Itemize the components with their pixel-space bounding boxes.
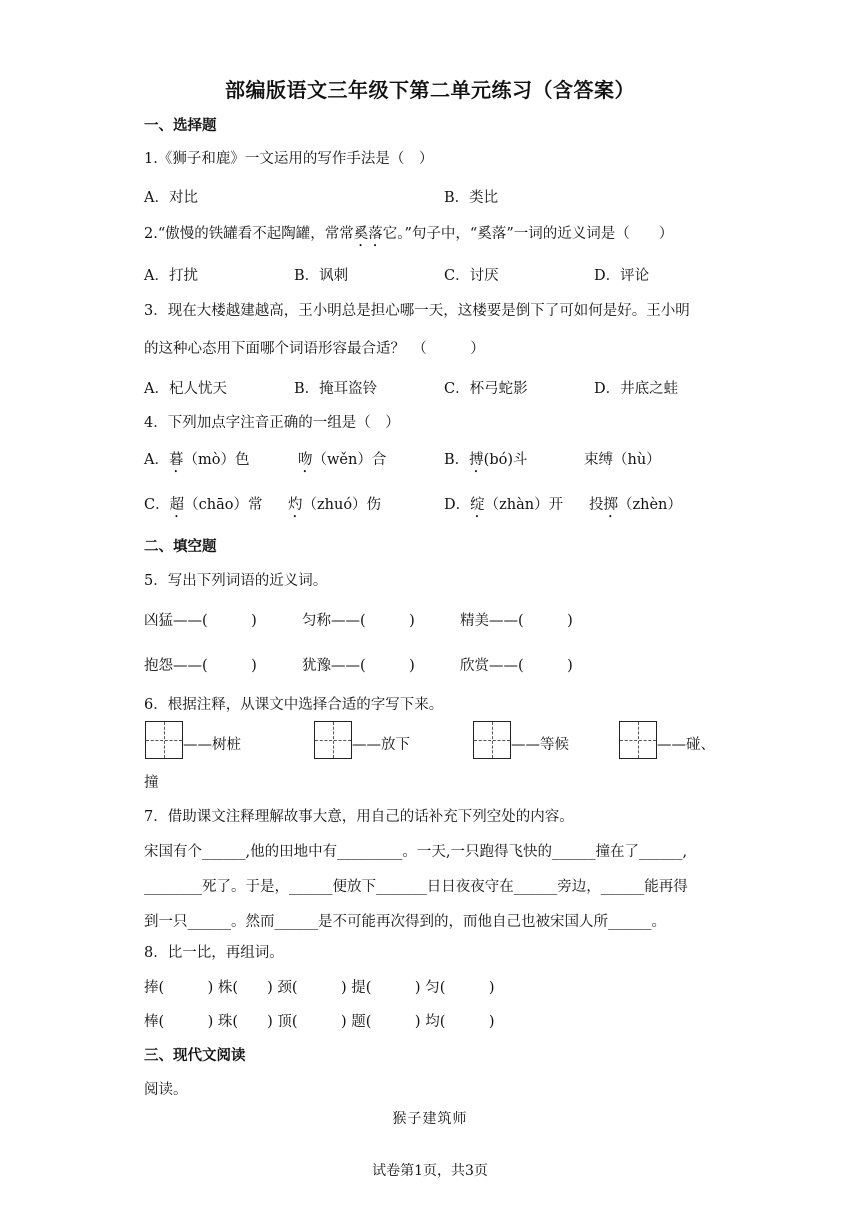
page-title: 部编版语文三年级下第二单元练习（含答案） bbox=[225, 78, 635, 102]
question-1-stem: 1.《狮子和鹿》一文运用的写作手法是（ ） bbox=[144, 151, 434, 167]
question-3-option-a: A．杞人忧天 bbox=[144, 381, 227, 397]
dotted-char: 吻 bbox=[298, 452, 313, 468]
question-7-line-1: 宋国有个______,他的田地中有_________。一天,一只跑得飞快的______撞在了______, bbox=[144, 844, 688, 860]
question-1-option-b: B．类比 bbox=[444, 190, 499, 206]
question-3-line-1: 3．现在大楼越建越高，王小明总是担心哪一天，这楼要是倒下了可如何是好。王小明 bbox=[144, 303, 690, 319]
grid-hint-wrap: 撞 bbox=[144, 775, 159, 791]
question-8-line-2: 棒( ) 珠( ) 顶( ) 题( ) 均( ) bbox=[144, 1014, 495, 1030]
pinyin-text: （chāo）常 bbox=[184, 497, 263, 513]
pinyin-text: （mò）色 bbox=[183, 452, 250, 468]
grid-hint: ——放下 bbox=[352, 737, 410, 753]
plain-char: 束 bbox=[584, 452, 599, 468]
pinyin-text: （zhuó）伤 bbox=[302, 497, 382, 513]
question-5-stem: 5．写出下列词语的近义词。 bbox=[144, 573, 328, 589]
question-6-stem: 6．根据注释，从课文中选择合适的字写下来。 bbox=[144, 697, 444, 713]
question-4-option-a-second bbox=[298, 448, 386, 476]
question-4-option-d-second bbox=[589, 493, 682, 521]
plain-char: 投 bbox=[589, 497, 604, 513]
synonym-item: 欣赏——( ) bbox=[460, 658, 573, 674]
page-footer: 试卷第1页，共3页 bbox=[372, 1163, 488, 1179]
option-letter: B． bbox=[444, 452, 470, 468]
dotted-char: 超 bbox=[169, 497, 185, 513]
section-heading-choice: 一、选择题 bbox=[144, 117, 217, 134]
dotted-char: 暮 bbox=[168, 452, 184, 468]
dotted-char: 搏 bbox=[469, 452, 484, 468]
pinyin-text: 缚（hù） bbox=[598, 452, 661, 468]
question-4-stem: 4．下列加点字注音正确的一组是（ ） bbox=[144, 415, 400, 431]
question-2-option-d: D．评论 bbox=[594, 268, 650, 284]
section-heading-reading: 三、现代文阅读 bbox=[144, 1047, 246, 1064]
option-letter: D． bbox=[444, 497, 471, 513]
question-2-option-c: C．讨厌 bbox=[444, 268, 499, 284]
question-2-option-a: A．打扰 bbox=[144, 268, 198, 284]
grid-hint: ——树桩 bbox=[183, 737, 241, 753]
question-8-stem: 8．比一比，再组词。 bbox=[144, 945, 284, 961]
synonym-item: 犹豫——( ) bbox=[302, 658, 415, 674]
question-3-option-c: C．杯弓蛇影 bbox=[444, 381, 528, 397]
question-7-stem: 7．借助课文注释理解故事大意，用自己的话补充下列空处的内容。 bbox=[144, 809, 574, 825]
grid-hint: ——等候 bbox=[511, 737, 569, 753]
question-4-option-d bbox=[444, 493, 563, 521]
question-7-line-3: 到一只______。然而______是不可能再次得到的，而他自己也被宋国人所______。 bbox=[144, 914, 666, 930]
synonym-item: 匀称——( ) bbox=[302, 613, 415, 629]
story-title: 猴子建筑师 bbox=[392, 1111, 468, 1127]
question-2-dotted-word: 奚落 bbox=[353, 226, 383, 242]
question-4-option-a bbox=[144, 448, 249, 476]
question-8-line-1: 捧( ) 株( ) 颈( ) 提( ) 匀( ) bbox=[144, 980, 495, 996]
question-2-stem-post: 它。”句子中，“奚落”一词的近义词是（ ） bbox=[382, 226, 674, 242]
question-1-option-a: A．对比 bbox=[144, 190, 198, 206]
grid-hint: ——碰、 bbox=[657, 737, 715, 753]
synonym-item: 精美——( ) bbox=[460, 613, 573, 629]
section-heading-fill: 二、填空题 bbox=[144, 538, 217, 555]
writing-grid-box[interactable] bbox=[619, 721, 657, 759]
question-2-stem bbox=[144, 222, 673, 250]
writing-grid-box[interactable] bbox=[145, 721, 183, 759]
dotted-char: 掷 bbox=[603, 497, 618, 513]
reading-intro: 阅读。 bbox=[144, 1082, 188, 1098]
question-3-option-d: D．井底之蛙 bbox=[594, 381, 679, 397]
question-4-option-b-second bbox=[584, 448, 661, 469]
question-3-option-b: B．掩耳盗铃 bbox=[294, 381, 378, 397]
dotted-char: 灼 bbox=[288, 497, 303, 513]
pinyin-text: （zhèn） bbox=[618, 497, 682, 513]
pinyin-text: （zhàn）开 bbox=[484, 497, 564, 513]
writing-grid-box[interactable] bbox=[473, 721, 511, 759]
pinyin-text: （wěn）合 bbox=[312, 452, 387, 468]
question-3-line-2: 的这种心态用下面哪个词语形容最合适？ （ ） bbox=[144, 341, 485, 357]
option-letter: C． bbox=[144, 497, 170, 513]
question-2-option-b: B．讽刺 bbox=[294, 268, 349, 284]
question-2-stem-pre: 2.“傲慢的铁罐看不起陶罐，常常 bbox=[144, 226, 354, 242]
option-letter: A． bbox=[144, 452, 169, 468]
writing-grid-box[interactable] bbox=[314, 721, 352, 759]
synonym-item: 凶猛——( ) bbox=[144, 613, 257, 629]
pinyin-text: (bó)斗 bbox=[483, 452, 528, 468]
synonym-item: 抱怨——( ) bbox=[144, 658, 257, 674]
question-4-option-c-second bbox=[288, 493, 381, 521]
question-4-option-b bbox=[444, 448, 527, 476]
question-4-option-c bbox=[144, 493, 262, 521]
question-7-line-2: ________死了。于是，______便放下_______日日夜夜守在______旁边，______能再得 bbox=[144, 879, 688, 895]
dotted-char: 绽 bbox=[470, 497, 485, 513]
